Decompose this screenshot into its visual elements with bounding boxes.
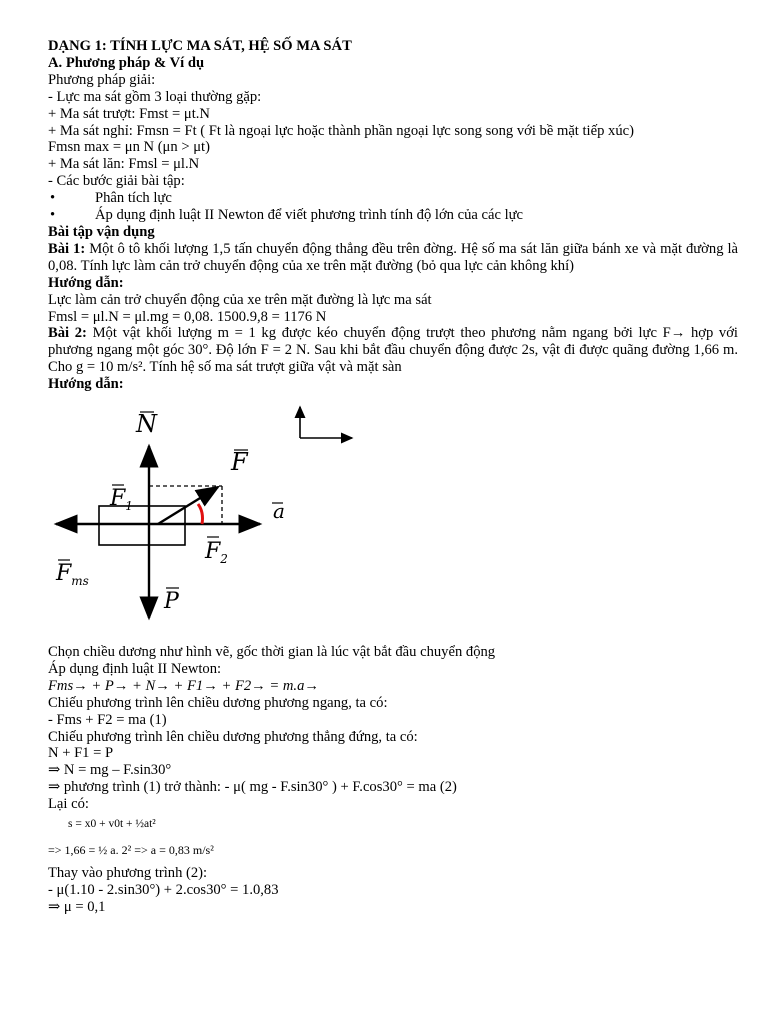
sliding-friction-line: + Ma sát trượt: Fmst = μt.N <box>48 105 210 122</box>
label-f: F <box>231 448 248 476</box>
solution-line: Áp dụng định luật II Newton: <box>48 660 222 677</box>
solution-line: - μ(1.10 - 2.sin30°) + 2.cos30° = 1.0,83 <box>48 881 279 898</box>
document-body <box>48 38 738 393</box>
solution-line: ⇒ phương trình (1) trở thành: - μ( mg - F.sin30° ) + F.cos30° = ma (2) <box>48 779 457 796</box>
exercise-1-line: Fmsl = μl.N = μl.mg = 0,08. 1500.9,8 = 1176 N <box>48 308 327 325</box>
page-title: DẠNG 1: TÍNH LỰC MA SÁT, HỆ SỐ MA SÁT <box>48 38 352 54</box>
exercise-1-body: Một ô tô khối lượng 1,5 tấn chuyển động thẳng đều trên đờng. Hệ số ma sát lăn giữa bánh xe và mặt đường là 0,08. Tính lực làm cản trở chuyển động của xe trên mặt đường (bỏ qua lực cản không khí) <box>48 240 738 274</box>
exercise-2-text <box>48 325 738 376</box>
exercise-2-body: Một vật khối lượng m = 1 kg được kéo chuyển động trượt theo phương nằm ngang bởi lực F→ hợp với phương ngang một góc 30°. Độ lớn F = 2 N. Sau khi bắt đầu chuyển động được 2s, vật đi được quãng đường 1,66 m. Cho g = 10 m/s². Tính hệ số ma sát trượt giữa vật và mặt sàn <box>48 325 738 376</box>
solution-line: Chiếu phương trình lên chiều dương phương thẳng đứng, ta có: <box>48 728 418 745</box>
label-n: N <box>136 410 157 438</box>
section-heading: A. Phương pháp & Ví dụ <box>48 54 205 71</box>
label-p: P <box>164 589 179 614</box>
exercise-1-guide: Hướng dẫn: <box>48 274 124 291</box>
label-fms: $F_{ms}$ <box>56 561 89 588</box>
list-item: • Phân tích lực <box>48 190 738 207</box>
solution-line: ⇒ N = mg – F.sin30° <box>48 762 172 779</box>
label-f2: $F_2$ <box>205 539 228 566</box>
rolling-friction-line: + Ma sát lăn: Fmsl = μl.N <box>48 156 200 173</box>
exercises-heading: Bài tập vận dụng <box>48 223 155 240</box>
solution-line: Chiếu phương trình lên chiều dương phương ngang, ta có: <box>48 694 388 711</box>
angle-arc <box>198 504 203 524</box>
solution-line: Fms→ + P→ + N→ + F1→ + F2→ = m.a→ <box>48 677 319 694</box>
block <box>99 506 185 545</box>
static-max-line: Fmsn max = μn N (μn > μt) <box>48 139 210 156</box>
solution-line: Lại có: <box>48 796 89 813</box>
formula-line: s = x0 + v0t + ½at² <box>68 818 156 831</box>
exercise-2-label: Bài 2: <box>48 325 87 342</box>
formula-line: => 1,66 = ½ a. 2² => a = 0,83 m/s² <box>48 843 214 858</box>
list-item: • Áp dụng định luật II Newton để viết phương trình tính độ lớn của các lực <box>48 207 738 224</box>
steps-heading: - Các bước giải bài tập: <box>48 173 185 190</box>
solution-line: - Fms + F2 = ma (1) <box>48 711 167 728</box>
exercise-1-line: Lực làm cản trở chuyển động của xe trên mặt đường là lực ma sát <box>48 291 432 308</box>
axes-icon <box>290 404 360 450</box>
exercise-1-text <box>48 241 738 275</box>
exercise-2-guide: Hướng dẫn: <box>48 376 124 393</box>
solution <box>48 644 738 916</box>
static-friction-line: + Ma sát nghỉ: Fmsn = Ft ( Ft là ngoại lực hoặc thành phần ngoại lực song song với bề mặt tiếp xúc) <box>48 122 634 139</box>
label-a: a <box>273 499 285 523</box>
label-f1: $F_1$ <box>110 486 133 513</box>
method-intro: - Lực ma sát gồm 3 loại thường gặp: <box>48 88 262 105</box>
solution-line: Thay vào phương trình (2): <box>48 865 208 882</box>
solution-line: Chọn chiều dương như hình vẽ, gốc thời gian là lúc vật bắt đầu chuyển động <box>48 644 496 660</box>
exercise-1-label: Bài 1: <box>48 240 86 257</box>
method-heading: Phương pháp giải: <box>48 71 156 88</box>
solution-line: ⇒ μ = 0,1 <box>48 898 106 915</box>
solution-line: N + F1 = P <box>48 745 114 762</box>
